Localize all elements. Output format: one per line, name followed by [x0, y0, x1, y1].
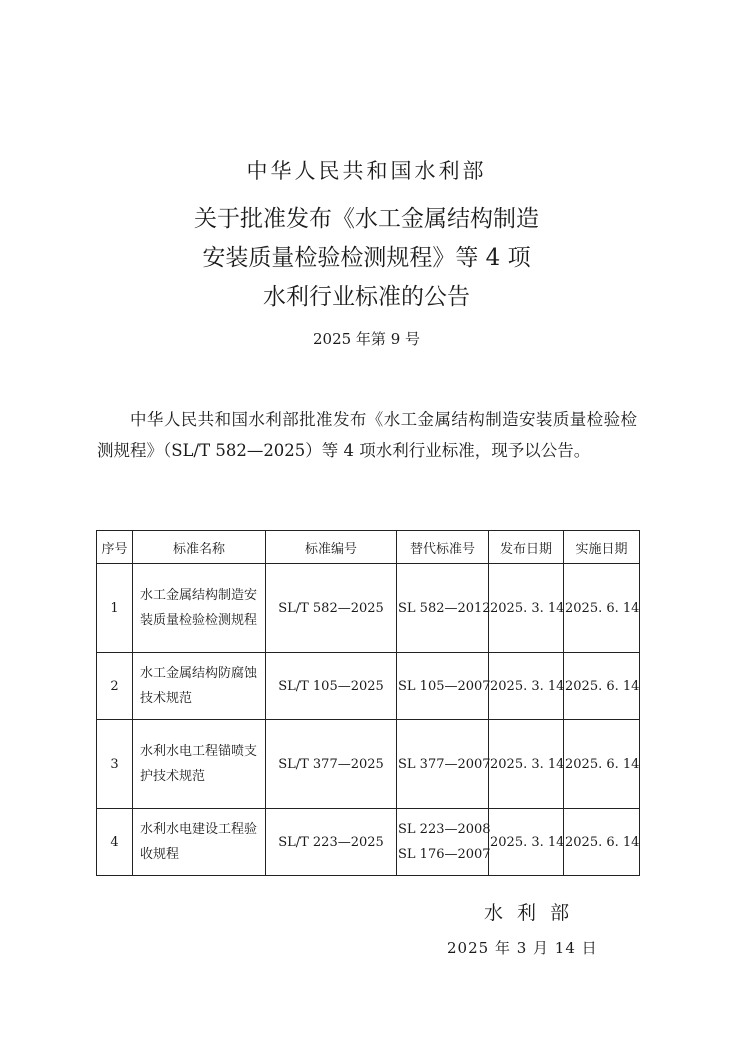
table-row [97, 564, 640, 653]
document-title [0, 200, 733, 317]
title-line-3: 水利行业标准的公告 [263, 284, 470, 310]
cell-replaces [397, 720, 489, 809]
cell-name: 水工金属结构防腐蚀技术规范 [133, 653, 266, 720]
cell-code: SL/T 377—2025 [266, 720, 397, 809]
header-name: 标准名称 [133, 531, 266, 564]
cell-seq: 4 [97, 809, 133, 876]
cell-issued: 2025. 3. 14 [489, 720, 564, 809]
cell-issued: 2025. 3. 14 [489, 809, 564, 876]
title-line-2: 安装质量检验检测规程》等 4 项 [202, 245, 531, 271]
cell-issued: 2025. 3. 14 [489, 653, 564, 720]
table-header-row [97, 531, 640, 564]
replaces-item: SL 176—2007 [398, 847, 491, 862]
table-row [97, 809, 640, 876]
header-effective: 实施日期 [564, 531, 640, 564]
header-code: 标准编号 [266, 531, 397, 564]
cell-code: SL/T 105—2025 [266, 653, 397, 720]
cell-code: SL/T 223—2025 [266, 809, 397, 876]
cell-replaces [397, 564, 489, 653]
table-row [97, 653, 640, 720]
signature-name: 水 利 部 [484, 902, 574, 924]
replaces-item: SL 223—2008 [398, 822, 491, 837]
cell-replaces [397, 653, 489, 720]
cell-effective: 2025. 6. 14 [564, 653, 640, 720]
title-line-1: 关于批准发布《水工金属结构制造 [194, 206, 539, 232]
table-row [97, 720, 640, 809]
header-seq: 序号 [97, 531, 133, 564]
replaces-item: SL 582—2012 [398, 600, 491, 616]
cell-code: SL/T 582—2025 [266, 564, 397, 653]
document-number: 2025 年第 9 号 [312, 330, 421, 348]
signature-date: 2025 年 3 月 14 日 [447, 939, 598, 957]
cell-seq: 3 [97, 720, 133, 809]
cell-replaces [397, 809, 489, 876]
cell-name: 水利水电建设工程验收规程 [133, 809, 266, 876]
cell-seq: 1 [97, 564, 133, 653]
standards-table [96, 530, 640, 876]
cell-effective: 2025. 6. 14 [564, 720, 640, 809]
cell-seq: 2 [97, 653, 133, 720]
announcement-paragraph: 中华人民共和国水利部批准发布《水工金属结构制造安装质量检验检测规程》（SL/T 582—2025）等 4 项水利行业标准，现予以公告。 [97, 410, 637, 460]
cell-name: 水利水电工程锚喷支护技术规范 [133, 720, 266, 809]
cell-effective: 2025. 6. 14 [564, 564, 640, 653]
replaces-item: SL 377—2007 [398, 756, 491, 772]
header-replaces: 替代标准号 [397, 531, 489, 564]
replaces-item: SL 105—2007 [398, 678, 491, 694]
cell-issued: 2025. 3. 14 [489, 564, 564, 653]
issuer-heading: 中华人民共和国水利部 [246, 159, 487, 183]
header-issued: 发布日期 [489, 531, 564, 564]
cell-effective: 2025. 6. 14 [564, 809, 640, 876]
cell-name: 水工金属结构制造安装质量检验检测规程 [133, 564, 266, 653]
